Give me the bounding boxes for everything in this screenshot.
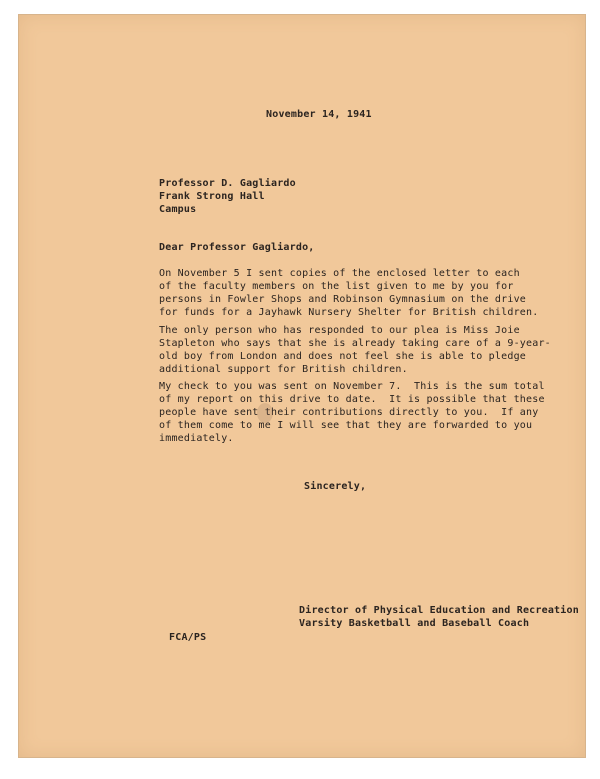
paragraph-line: The only person who has responded to our plea is Miss Joie <box>159 325 520 336</box>
paragraph-line: immediately. <box>159 433 234 444</box>
body-paragraph-2 <box>159 324 579 376</box>
paragraph-line: My check to you was sent on November 7. This is the sum total <box>159 381 545 392</box>
body-paragraph-3 <box>159 380 579 445</box>
paragraph-line: of my report on this drive to date. It is possible that these <box>159 394 545 405</box>
paragraph-line: On November 5 I sent copies of the enclosed letter to each <box>159 268 520 279</box>
paragraph-line: people have sent their contributions directly to you. If any <box>159 407 539 418</box>
paragraph-line: of them come to me I will see that they are forwarded to you <box>159 420 533 431</box>
recipient-location: Campus <box>159 204 197 215</box>
paragraph-line: for funds for a Jayhawk Nursery Shelter for British children. <box>159 307 539 318</box>
signature-title-line: Director of Physical Education and Recreation <box>299 605 579 616</box>
signature-title-line: Varsity Basketball and Baseball Coach <box>299 618 530 629</box>
paragraph-line: of the faculty members on the list given to me by you for <box>159 281 514 292</box>
paragraph-line: additional support for British children. <box>159 364 408 375</box>
letter-date: November 14, 1941 <box>266 109 372 120</box>
ink-smudge <box>257 403 273 423</box>
recipient-address <box>159 177 296 216</box>
recipient-building: Frank Strong Hall <box>159 191 265 202</box>
paragraph-line: old boy from London and does not feel she is able to pledge <box>159 351 527 362</box>
salutation: Dear Professor Gagliardo, <box>159 242 315 253</box>
signature-title-block <box>299 604 579 630</box>
paragraph-line: persons in Fowler Shops and Robinson Gymnasium on the drive <box>159 294 527 305</box>
letter-page <box>18 14 586 758</box>
recipient-name: Professor D. Gagliardo <box>159 178 296 189</box>
paragraph-line: Stapleton who says that she is already taking care of a 9-year- <box>159 338 551 349</box>
body-paragraph-1 <box>159 267 579 319</box>
closing: Sincerely, <box>304 481 367 492</box>
reference-initials: FCA/PS <box>169 632 207 643</box>
